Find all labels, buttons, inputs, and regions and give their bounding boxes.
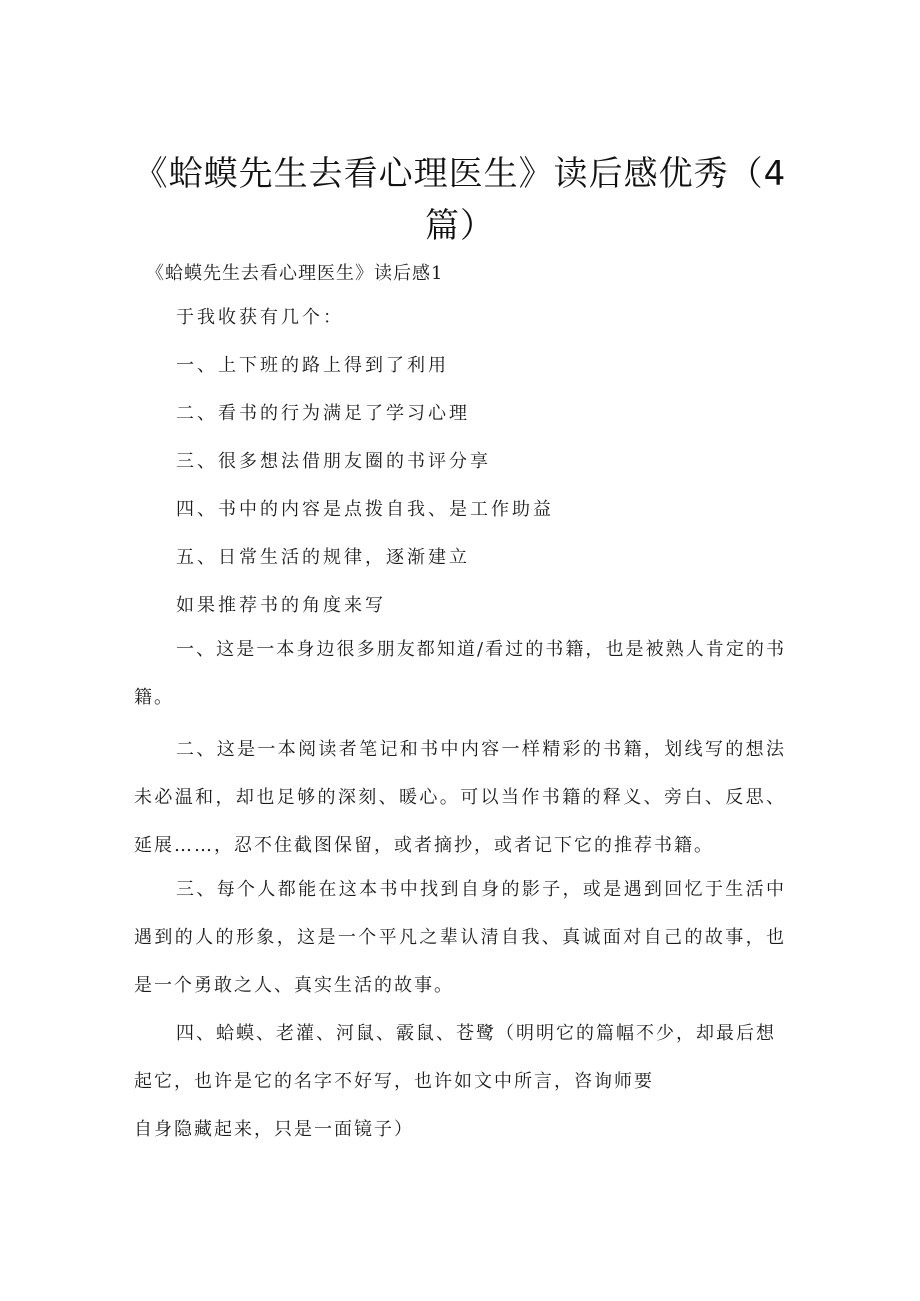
point4-line-2: 起它，也许是它的名字不好写，也许如文中所言，咨询师要 [134,1071,654,1092]
gain-item-4: 四、书中的内容是点拨自我、是工作助益 [176,499,554,520]
recommend-heading: 如果推荐书的角度来写 [176,595,386,616]
gain-item-2: 二、看书的行为满足了学习心理 [176,403,470,424]
section-subtitle: 《蛤蟆先生去看心理医生》读后感1 [146,263,444,284]
recommend-point-2: 二、这是一本阅读者笔记和书中内容一样精彩的书籍，划线写的想法未必温和，却也足够的深刻、暖心。可以当作书籍的释义、旁白、反思、延展……，忍不住截图保留，或者摘抄，或者记下它的推荐书籍。 [134,739,786,856]
gain-item-3: 三、很多想法借朋友圈的书评分享 [176,451,491,472]
recommend-point-1: 一、这是一本身边很多朋友都知道/看过的书籍，也是被熟人肯定的书籍。 [134,639,786,708]
recommend-point-4 [134,1010,786,1154]
document-title: 《蛤蟆先生去看心理医生》读后感优秀（4篇） [133,154,787,246]
gain-item-5: 五、日常生活的规律，逐渐建立 [176,547,470,568]
recommend-point-3: 三、每个人都能在这本书中找到自身的影子，或是遇到回忆于生活中遇到的人的形象，这是一个平凡之辈认清自我、真诚面对自己的故事，也是一个勇敢之人、真实生活的故事。 [134,879,786,996]
point4-line-3: 自身隐藏起来，只是一面镜子） [134,1119,414,1140]
point4-line-1: 四、蛤蟆、老灌、河鼠、霰鼠、苍鹭（明明它的篇幅不少，却最后想 [176,1023,776,1044]
gain-item-1: 一、上下班的路上得到了利用 [176,355,449,376]
intro-line: 于我收获有几个： [176,307,344,328]
